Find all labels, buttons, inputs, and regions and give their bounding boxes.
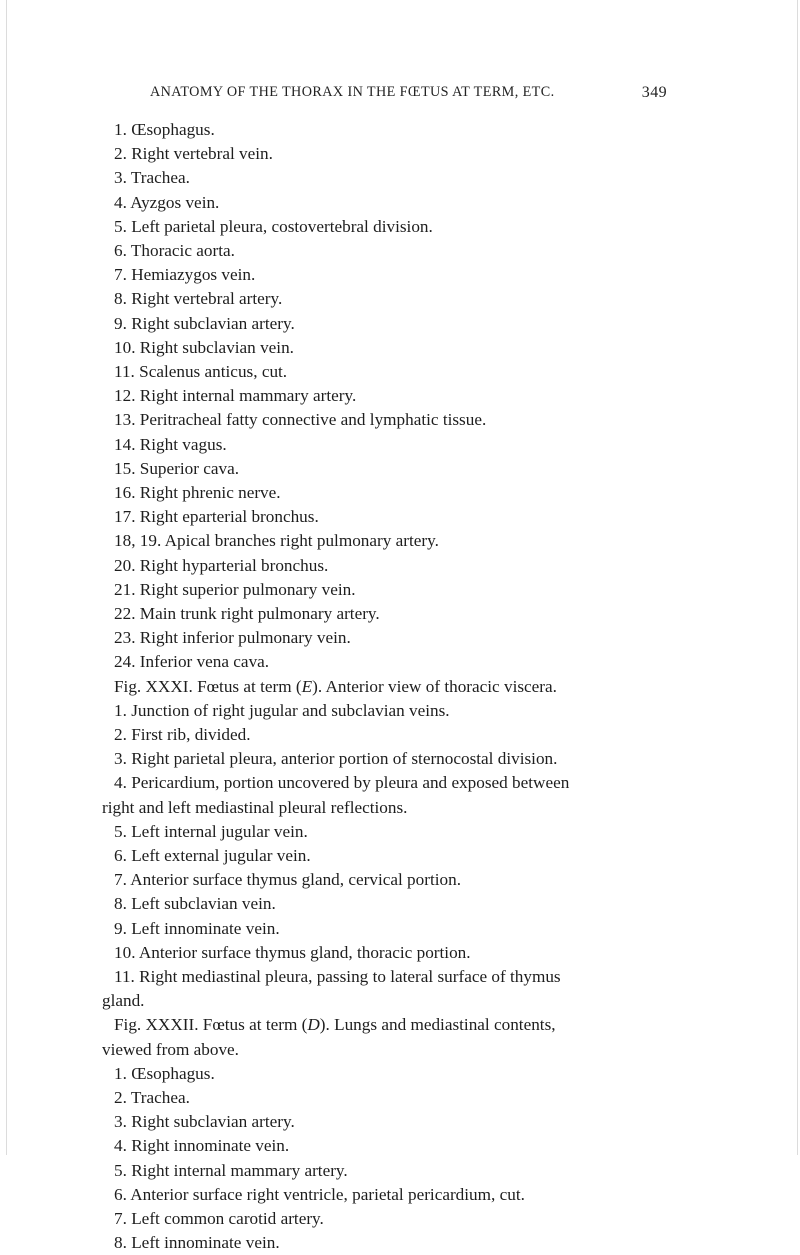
legend-item: 4. Ayzgos vein.	[114, 192, 220, 212]
legend-item: 2. First rib, divided.	[114, 725, 251, 744]
legend-item: 2. Right vertebral vein.	[114, 144, 273, 164]
legend-item: 5. Left internal jugular vein.	[114, 821, 308, 841]
figure-caption	[114, 1013, 556, 1037]
figure-caption-text: Fig. XXXI. Fœtus at term (	[114, 676, 302, 696]
legend-item: 6. Left external jugular vein.	[114, 846, 311, 865]
legend-item: 21. Right superior pulmonary vein.	[114, 579, 356, 599]
figure-caption-text: ). Lungs and mediastinal contents,	[319, 1015, 556, 1035]
page-edge-line	[6, 0, 7, 1155]
legend-item: 3. Trachea.	[114, 168, 190, 188]
legend-item: 11. Scalenus anticus, cut.	[114, 362, 288, 381]
legend-item: 10. Right subclavian vein.	[114, 337, 294, 357]
page-edge-line	[797, 0, 798, 1155]
legend-item: 22. Main trunk right pulmonary artery.	[114, 604, 380, 623]
running-header	[150, 84, 667, 104]
legend-item: 9. Right subclavian artery.	[114, 313, 295, 333]
legend-item: 17. Right eparterial bronchus.	[114, 507, 319, 527]
legend-item: 5. Left parietal pleura, costovertebral division.	[114, 216, 433, 236]
legend-item: 1. Œsophagus.	[114, 1063, 215, 1083]
legend-continuation: right and left mediastinal pleural reflections.	[102, 797, 408, 817]
legend-item: 16. Right phrenic nerve.	[114, 483, 281, 502]
legend-continuation: gland.	[102, 991, 145, 1011]
legend-item: 3. Right subclavian artery.	[114, 1112, 295, 1132]
figure-caption	[114, 675, 557, 699]
legend-item: 9. Left innominate vein.	[114, 918, 280, 938]
legend-item: 8. Right vertebral artery.	[114, 289, 283, 309]
figure-caption-text: ). Anterior view of thoracic viscera.	[312, 676, 557, 696]
legend-item: 8. Left innominate vein.	[114, 1233, 280, 1253]
legend-item: 12. Right internal mammary artery.	[114, 386, 357, 406]
legend-item: 6. Thoracic aorta.	[114, 241, 235, 260]
running-title: ANATOMY OF THE THORAX IN THE FŒTUS AT TERM, ETC.	[150, 84, 555, 100]
legend-continuation: viewed from above.	[102, 1039, 239, 1059]
figure-letter: D	[307, 1015, 320, 1035]
legend-item: 15. Superior cava.	[114, 458, 240, 478]
legend-item: 7. Anterior surface thymus gland, cervical portion.	[114, 870, 461, 890]
legend-item: 10. Anterior surface thymus gland, thoracic portion.	[114, 942, 471, 962]
page-number: 349	[641, 84, 667, 101]
legend-item: 4. Right innominate vein.	[114, 1136, 290, 1156]
legend-item: 24. Inferior vena cava.	[114, 652, 270, 672]
figure-letter: E	[301, 676, 313, 696]
legend-item: 5. Right internal mammary artery.	[114, 1160, 348, 1180]
legend-item: 7. Hemiazygos vein.	[114, 265, 256, 285]
legend-item: 1. Œsophagus.	[114, 120, 215, 139]
legend-item: 14. Right vagus.	[114, 434, 227, 454]
figure-caption-text: Fig. XXXII. Fœtus at term (	[114, 1015, 308, 1035]
legend-item: 8. Left subclavian vein.	[114, 894, 276, 914]
legend-item: 11. Right mediastinal pleura, passing to lateral surface of thymus	[114, 967, 561, 986]
legend-item: 18, 19. Apical branches right pulmonary artery.	[114, 531, 439, 551]
legend-item: 4. Pericardium, portion uncovered by pleura and exposed between	[114, 773, 570, 793]
legend-item: 3. Right parietal pleura, anterior portion of sternocostal division.	[114, 749, 558, 769]
legend-item: 1. Junction of right jugular and subclavian veins.	[114, 700, 450, 720]
legend-item: 23. Right inferior pulmonary vein.	[114, 628, 351, 648]
legend-item: 6. Anterior surface right ventricle, parietal pericardium, cut.	[114, 1184, 525, 1204]
legend-item: 7. Left common carotid artery.	[114, 1209, 324, 1228]
legend-item: 20. Right hyparterial bronchus.	[114, 555, 329, 575]
legend-item: 2. Trachea.	[114, 1088, 190, 1107]
legend-item: 13. Peritracheal fatty connective and lymphatic tissue.	[114, 410, 487, 430]
